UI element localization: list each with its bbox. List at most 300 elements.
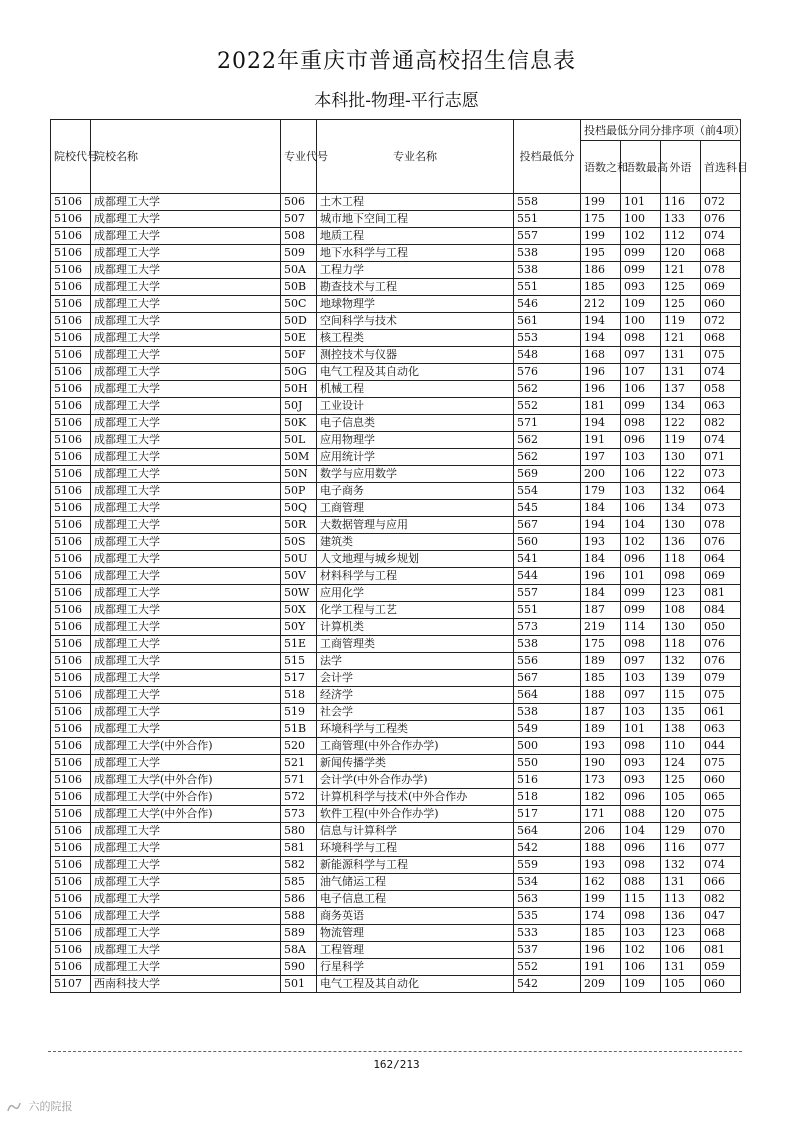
cell-school-code: 5106 bbox=[51, 874, 91, 891]
cell-school-name: 成都理工大学 bbox=[91, 687, 281, 704]
cell-chinese-math-sum: 175 bbox=[581, 636, 621, 653]
cell-school-code: 5106 bbox=[51, 636, 91, 653]
cell-major-code: 50U bbox=[281, 551, 317, 568]
cell-chinese-math-sum: 191 bbox=[581, 959, 621, 976]
cell-school-code: 5106 bbox=[51, 296, 91, 313]
table-row bbox=[51, 398, 741, 415]
cell-chinese-math-sum: 188 bbox=[581, 687, 621, 704]
cell-foreign-lang: 113 bbox=[661, 891, 701, 908]
header-major-name: 专业名称 bbox=[317, 120, 514, 194]
cell-min-score: 558 bbox=[514, 194, 581, 211]
cell-major-code: 508 bbox=[281, 228, 317, 245]
cell-major-name: 会计学 bbox=[317, 670, 514, 687]
cell-foreign-lang: 115 bbox=[661, 687, 701, 704]
cell-min-score: 550 bbox=[514, 755, 581, 772]
cell-school-name: 成都理工大学 bbox=[91, 500, 281, 517]
cell-chinese-math-max: 103 bbox=[621, 449, 661, 466]
cell-preferred-subject: 075 bbox=[701, 347, 741, 364]
cell-major-code: 509 bbox=[281, 245, 317, 262]
cell-school-name: 成都理工大学 bbox=[91, 415, 281, 432]
cell-major-code: 518 bbox=[281, 687, 317, 704]
cell-school-code: 5106 bbox=[51, 194, 91, 211]
cell-preferred-subject: 074 bbox=[701, 432, 741, 449]
header-chinese-math-sum: 语数之和 bbox=[581, 141, 621, 194]
cell-major-name: 信息与计算科学 bbox=[317, 823, 514, 840]
cell-major-code: 589 bbox=[281, 925, 317, 942]
cell-major-code: 50D bbox=[281, 313, 317, 330]
cell-major-code: 501 bbox=[281, 976, 317, 993]
cell-foreign-lang: 132 bbox=[661, 653, 701, 670]
cell-major-code: 50W bbox=[281, 585, 317, 602]
cell-min-score: 534 bbox=[514, 874, 581, 891]
cell-major-name: 电气工程及其自动化 bbox=[317, 976, 514, 993]
cell-min-score: 564 bbox=[514, 687, 581, 704]
page-number: 162/213 bbox=[373, 1058, 420, 1071]
cell-chinese-math-max: 115 bbox=[621, 891, 661, 908]
cell-school-name: 成都理工大学 bbox=[91, 636, 281, 653]
cell-foreign-lang: 118 bbox=[661, 551, 701, 568]
cell-chinese-math-sum: 193 bbox=[581, 857, 621, 874]
cell-major-name: 数学与应用数学 bbox=[317, 466, 514, 483]
cell-chinese-math-max: 103 bbox=[621, 704, 661, 721]
cell-chinese-math-sum: 191 bbox=[581, 432, 621, 449]
cell-foreign-lang: 123 bbox=[661, 925, 701, 942]
table-row bbox=[51, 874, 741, 891]
cell-preferred-subject: 076 bbox=[701, 534, 741, 551]
cell-major-code: 573 bbox=[281, 806, 317, 823]
cell-school-code: 5106 bbox=[51, 908, 91, 925]
cell-chinese-math-sum: 194 bbox=[581, 415, 621, 432]
cell-major-name: 工商管理类 bbox=[317, 636, 514, 653]
cell-school-code: 5106 bbox=[51, 891, 91, 908]
cell-chinese-math-max: 097 bbox=[621, 347, 661, 364]
cell-chinese-math-max: 099 bbox=[621, 262, 661, 279]
cell-chinese-math-sum: 199 bbox=[581, 194, 621, 211]
cell-preferred-subject: 081 bbox=[701, 942, 741, 959]
cell-min-score: 557 bbox=[514, 585, 581, 602]
cell-foreign-lang: 131 bbox=[661, 874, 701, 891]
cell-school-name: 成都理工大学 bbox=[91, 755, 281, 772]
table-row bbox=[51, 636, 741, 653]
cell-major-name: 计算机类 bbox=[317, 619, 514, 636]
cell-major-code: 51B bbox=[281, 721, 317, 738]
cell-major-name: 土木工程 bbox=[317, 194, 514, 211]
cell-preferred-subject: 069 bbox=[701, 279, 741, 296]
cell-school-name: 成都理工大学 bbox=[91, 721, 281, 738]
cell-major-name: 人文地理与城乡规划 bbox=[317, 551, 514, 568]
cell-chinese-math-max: 100 bbox=[621, 211, 661, 228]
cell-major-code: 50P bbox=[281, 483, 317, 500]
table-row bbox=[51, 517, 741, 534]
cell-school-name: 成都理工大学 bbox=[91, 891, 281, 908]
cell-school-code: 5106 bbox=[51, 602, 91, 619]
cell-chinese-math-max: 099 bbox=[621, 245, 661, 262]
cell-preferred-subject: 072 bbox=[701, 313, 741, 330]
cell-preferred-subject: 068 bbox=[701, 330, 741, 347]
cell-major-name: 电子商务 bbox=[317, 483, 514, 500]
cell-major-name: 法学 bbox=[317, 653, 514, 670]
cell-preferred-subject: 075 bbox=[701, 806, 741, 823]
cell-chinese-math-sum: 162 bbox=[581, 874, 621, 891]
header-foreign-lang: 外语 bbox=[661, 141, 701, 194]
cell-foreign-lang: 118 bbox=[661, 636, 701, 653]
cell-major-name: 新闻传播学类 bbox=[317, 755, 514, 772]
cell-chinese-math-max: 103 bbox=[621, 483, 661, 500]
cell-foreign-lang: 132 bbox=[661, 483, 701, 500]
cell-major-code: 58A bbox=[281, 942, 317, 959]
cell-preferred-subject: 060 bbox=[701, 772, 741, 789]
cell-school-name: 成都理工大学 bbox=[91, 908, 281, 925]
cell-preferred-subject: 081 bbox=[701, 585, 741, 602]
cell-chinese-math-max: 102 bbox=[621, 942, 661, 959]
cell-min-score: 517 bbox=[514, 806, 581, 823]
cell-preferred-subject: 064 bbox=[701, 551, 741, 568]
bottom-divider bbox=[48, 1051, 742, 1052]
cell-min-score: 551 bbox=[514, 279, 581, 296]
cell-chinese-math-max: 101 bbox=[621, 721, 661, 738]
cell-foreign-lang: 110 bbox=[661, 738, 701, 755]
cell-chinese-math-max: 103 bbox=[621, 925, 661, 942]
watermark bbox=[6, 1098, 73, 1114]
cell-min-score: 573 bbox=[514, 619, 581, 636]
cell-chinese-math-max: 100 bbox=[621, 313, 661, 330]
cell-major-name: 工程力学 bbox=[317, 262, 514, 279]
cell-school-name: 成都理工大学 bbox=[91, 942, 281, 959]
cell-chinese-math-sum: 185 bbox=[581, 670, 621, 687]
cell-preferred-subject: 060 bbox=[701, 296, 741, 313]
cell-chinese-math-sum: 184 bbox=[581, 500, 621, 517]
cell-foreign-lang: 116 bbox=[661, 840, 701, 857]
cell-min-score: 576 bbox=[514, 364, 581, 381]
cell-school-code: 5106 bbox=[51, 517, 91, 534]
cell-chinese-math-max: 107 bbox=[621, 364, 661, 381]
cell-school-code: 5106 bbox=[51, 245, 91, 262]
cell-major-code: 50G bbox=[281, 364, 317, 381]
cell-min-score: 560 bbox=[514, 534, 581, 551]
header-major-code: 专业代号 bbox=[281, 120, 317, 194]
cell-chinese-math-max: 098 bbox=[621, 330, 661, 347]
cell-school-code: 5106 bbox=[51, 432, 91, 449]
cell-school-name: 成都理工大学(中外合作) bbox=[91, 738, 281, 755]
cell-preferred-subject: 063 bbox=[701, 398, 741, 415]
table-row bbox=[51, 602, 741, 619]
cell-major-name: 工业设计 bbox=[317, 398, 514, 415]
cell-school-code: 5106 bbox=[51, 789, 91, 806]
table-row bbox=[51, 891, 741, 908]
cell-school-name: 成都理工大学 bbox=[91, 466, 281, 483]
table-row bbox=[51, 551, 741, 568]
cell-school-name: 成都理工大学 bbox=[91, 857, 281, 874]
cell-min-score: 500 bbox=[514, 738, 581, 755]
cell-major-code: 585 bbox=[281, 874, 317, 891]
cell-school-code: 5106 bbox=[51, 585, 91, 602]
cell-major-name: 行星科学 bbox=[317, 959, 514, 976]
table-row bbox=[51, 908, 741, 925]
cell-school-name: 成都理工大学 bbox=[91, 483, 281, 500]
cell-min-score: 542 bbox=[514, 840, 581, 857]
cell-school-code: 5106 bbox=[51, 483, 91, 500]
cell-school-code: 5106 bbox=[51, 619, 91, 636]
cell-chinese-math-sum: 197 bbox=[581, 449, 621, 466]
table-row bbox=[51, 262, 741, 279]
cell-school-code: 5106 bbox=[51, 670, 91, 687]
table-row bbox=[51, 449, 741, 466]
cell-chinese-math-sum: 189 bbox=[581, 653, 621, 670]
cell-major-code: 50Q bbox=[281, 500, 317, 517]
table-row bbox=[51, 245, 741, 262]
cell-school-name: 成都理工大学 bbox=[91, 432, 281, 449]
cell-foreign-lang: 120 bbox=[661, 245, 701, 262]
table-row bbox=[51, 381, 741, 398]
cell-school-code: 5106 bbox=[51, 840, 91, 857]
cell-major-code: 50L bbox=[281, 432, 317, 449]
cell-preferred-subject: 077 bbox=[701, 840, 741, 857]
cell-preferred-subject: 074 bbox=[701, 364, 741, 381]
cell-preferred-subject: 050 bbox=[701, 619, 741, 636]
cell-school-name: 成都理工大学(中外合作) bbox=[91, 772, 281, 789]
cell-school-code: 5106 bbox=[51, 466, 91, 483]
cell-chinese-math-sum: 194 bbox=[581, 517, 621, 534]
cell-min-score: 538 bbox=[514, 245, 581, 262]
cell-preferred-subject: 079 bbox=[701, 670, 741, 687]
cell-preferred-subject: 058 bbox=[701, 381, 741, 398]
cell-preferred-subject: 044 bbox=[701, 738, 741, 755]
cell-major-name: 软件工程(中外合作办学) bbox=[317, 806, 514, 823]
cell-chinese-math-sum: 195 bbox=[581, 245, 621, 262]
cell-major-name: 勘查技术与工程 bbox=[317, 279, 514, 296]
cell-school-name: 成都理工大学 bbox=[91, 653, 281, 670]
cell-major-name: 材料科学与工程 bbox=[317, 568, 514, 585]
cell-major-code: 515 bbox=[281, 653, 317, 670]
cell-foreign-lang: 136 bbox=[661, 908, 701, 925]
cell-preferred-subject: 076 bbox=[701, 653, 741, 670]
cell-chinese-math-sum: 193 bbox=[581, 534, 621, 551]
cell-chinese-math-sum: 173 bbox=[581, 772, 621, 789]
table-row bbox=[51, 857, 741, 874]
cell-chinese-math-sum: 199 bbox=[581, 891, 621, 908]
cell-school-name: 成都理工大学 bbox=[91, 534, 281, 551]
cell-min-score: 571 bbox=[514, 415, 581, 432]
cell-major-name: 工商管理(中外合作办学) bbox=[317, 738, 514, 755]
cell-chinese-math-sum: 185 bbox=[581, 279, 621, 296]
cell-major-name: 计算机科学与技术(中外合作办 bbox=[317, 789, 514, 806]
table-row bbox=[51, 704, 741, 721]
cell-min-score: 552 bbox=[514, 959, 581, 976]
cell-min-score: 556 bbox=[514, 653, 581, 670]
cell-major-code: 50H bbox=[281, 381, 317, 398]
table-row bbox=[51, 364, 741, 381]
cell-min-score: 567 bbox=[514, 670, 581, 687]
cell-min-score: 562 bbox=[514, 381, 581, 398]
cell-preferred-subject: 082 bbox=[701, 415, 741, 432]
cell-major-code: 50F bbox=[281, 347, 317, 364]
cell-foreign-lang: 108 bbox=[661, 602, 701, 619]
cell-chinese-math-max: 093 bbox=[621, 755, 661, 772]
cell-school-code: 5106 bbox=[51, 687, 91, 704]
cell-chinese-math-sum: 199 bbox=[581, 228, 621, 245]
cell-school-code: 5106 bbox=[51, 381, 91, 398]
cell-major-code: 50N bbox=[281, 466, 317, 483]
cell-major-name: 大数据管理与应用 bbox=[317, 517, 514, 534]
cell-school-name: 成都理工大学 bbox=[91, 245, 281, 262]
cell-school-code: 5106 bbox=[51, 279, 91, 296]
cell-major-code: 50S bbox=[281, 534, 317, 551]
cell-chinese-math-sum: 187 bbox=[581, 704, 621, 721]
cell-major-name: 环境科学与工程类 bbox=[317, 721, 514, 738]
cell-chinese-math-sum: 174 bbox=[581, 908, 621, 925]
cell-foreign-lang: 105 bbox=[661, 976, 701, 993]
cell-school-code: 5106 bbox=[51, 262, 91, 279]
cell-chinese-math-max: 096 bbox=[621, 432, 661, 449]
table-row bbox=[51, 483, 741, 500]
cell-school-code: 5106 bbox=[51, 806, 91, 823]
cell-chinese-math-sum: 196 bbox=[581, 364, 621, 381]
cell-foreign-lang: 119 bbox=[661, 313, 701, 330]
cell-min-score: 552 bbox=[514, 398, 581, 415]
table-row bbox=[51, 466, 741, 483]
cell-major-name: 地球物理学 bbox=[317, 296, 514, 313]
cell-school-code: 5106 bbox=[51, 500, 91, 517]
cell-min-score: 562 bbox=[514, 432, 581, 449]
cell-preferred-subject: 065 bbox=[701, 789, 741, 806]
cell-foreign-lang: 137 bbox=[661, 381, 701, 398]
cell-major-name: 电子信息工程 bbox=[317, 891, 514, 908]
cell-chinese-math-max: 101 bbox=[621, 568, 661, 585]
cell-chinese-math-sum: 194 bbox=[581, 313, 621, 330]
cell-preferred-subject: 076 bbox=[701, 636, 741, 653]
cell-school-code: 5106 bbox=[51, 330, 91, 347]
table-row bbox=[51, 653, 741, 670]
cell-min-score: 549 bbox=[514, 721, 581, 738]
cell-min-score: 541 bbox=[514, 551, 581, 568]
cell-chinese-math-sum: 196 bbox=[581, 568, 621, 585]
cell-chinese-math-max: 096 bbox=[621, 789, 661, 806]
cell-preferred-subject: 066 bbox=[701, 874, 741, 891]
cell-major-name: 电气工程及其自动化 bbox=[317, 364, 514, 381]
cell-school-code: 5106 bbox=[51, 398, 91, 415]
cell-school-code: 5106 bbox=[51, 925, 91, 942]
cell-chinese-math-sum: 184 bbox=[581, 585, 621, 602]
cell-preferred-subject: 073 bbox=[701, 466, 741, 483]
cell-foreign-lang: 116 bbox=[661, 194, 701, 211]
cell-chinese-math-sum: 168 bbox=[581, 347, 621, 364]
cell-foreign-lang: 125 bbox=[661, 772, 701, 789]
cell-min-score: 533 bbox=[514, 925, 581, 942]
cell-foreign-lang: 106 bbox=[661, 942, 701, 959]
cell-chinese-math-max: 098 bbox=[621, 415, 661, 432]
cell-major-code: 50B bbox=[281, 279, 317, 296]
cell-major-name: 空间科学与技术 bbox=[317, 313, 514, 330]
cell-major-code: 571 bbox=[281, 772, 317, 789]
cell-chinese-math-max: 109 bbox=[621, 976, 661, 993]
cell-school-name: 成都理工大学 bbox=[91, 517, 281, 534]
cell-min-score: 567 bbox=[514, 517, 581, 534]
cell-min-score: 542 bbox=[514, 976, 581, 993]
cell-school-code: 5106 bbox=[51, 568, 91, 585]
cell-major-name: 化学工程与工艺 bbox=[317, 602, 514, 619]
cell-school-code: 5106 bbox=[51, 704, 91, 721]
cell-school-name: 成都理工大学 bbox=[91, 619, 281, 636]
cell-chinese-math-sum: 219 bbox=[581, 619, 621, 636]
cell-school-code: 5106 bbox=[51, 823, 91, 840]
cell-school-code: 5106 bbox=[51, 721, 91, 738]
cell-chinese-math-max: 104 bbox=[621, 823, 661, 840]
cell-foreign-lang: 131 bbox=[661, 364, 701, 381]
cell-major-code: 50C bbox=[281, 296, 317, 313]
cell-preferred-subject: 068 bbox=[701, 245, 741, 262]
cell-chinese-math-max: 099 bbox=[621, 585, 661, 602]
cell-chinese-math-max: 109 bbox=[621, 296, 661, 313]
cell-min-score: 538 bbox=[514, 262, 581, 279]
table-row bbox=[51, 840, 741, 857]
cell-preferred-subject: 070 bbox=[701, 823, 741, 840]
cell-foreign-lang: 123 bbox=[661, 585, 701, 602]
cell-chinese-math-sum: 188 bbox=[581, 840, 621, 857]
cell-chinese-math-sum: 200 bbox=[581, 466, 621, 483]
cell-school-name: 成都理工大学 bbox=[91, 398, 281, 415]
cell-school-name: 成都理工大学 bbox=[91, 347, 281, 364]
cell-major-name: 应用统计学 bbox=[317, 449, 514, 466]
cell-school-name: 西南科技大学 bbox=[91, 976, 281, 993]
cell-school-name: 成都理工大学 bbox=[91, 670, 281, 687]
table-row bbox=[51, 806, 741, 823]
cell-school-code: 5106 bbox=[51, 653, 91, 670]
cell-major-code: 582 bbox=[281, 857, 317, 874]
cell-min-score: 516 bbox=[514, 772, 581, 789]
cell-preferred-subject: 075 bbox=[701, 687, 741, 704]
cell-min-score: 569 bbox=[514, 466, 581, 483]
cell-min-score: 559 bbox=[514, 857, 581, 874]
cell-major-name: 经济学 bbox=[317, 687, 514, 704]
cell-preferred-subject: 063 bbox=[701, 721, 741, 738]
cell-preferred-subject: 074 bbox=[701, 228, 741, 245]
cell-major-name: 会计学(中外合作办学) bbox=[317, 772, 514, 789]
cell-min-score: 551 bbox=[514, 602, 581, 619]
cell-min-score: 544 bbox=[514, 568, 581, 585]
table-row bbox=[51, 194, 741, 211]
cell-major-code: 506 bbox=[281, 194, 317, 211]
cell-preferred-subject: 069 bbox=[701, 568, 741, 585]
cell-chinese-math-max: 103 bbox=[621, 670, 661, 687]
cell-foreign-lang: 125 bbox=[661, 279, 701, 296]
cell-foreign-lang: 133 bbox=[661, 211, 701, 228]
cell-chinese-math-sum: 212 bbox=[581, 296, 621, 313]
cell-school-code: 5106 bbox=[51, 738, 91, 755]
cell-chinese-math-max: 099 bbox=[621, 602, 661, 619]
cell-chinese-math-sum: 184 bbox=[581, 551, 621, 568]
page-title: 2022年重庆市普通高校招生信息表 bbox=[217, 49, 576, 74]
cell-chinese-math-max: 097 bbox=[621, 653, 661, 670]
cell-preferred-subject: 060 bbox=[701, 976, 741, 993]
table-row bbox=[51, 772, 741, 789]
cell-major-code: 50K bbox=[281, 415, 317, 432]
cell-min-score: 562 bbox=[514, 449, 581, 466]
cell-major-name: 应用物理学 bbox=[317, 432, 514, 449]
cell-foreign-lang: 130 bbox=[661, 619, 701, 636]
cell-preferred-subject: 078 bbox=[701, 517, 741, 534]
cell-school-name: 成都理工大学 bbox=[91, 211, 281, 228]
cell-chinese-math-sum: 196 bbox=[581, 942, 621, 959]
cell-chinese-math-sum: 193 bbox=[581, 738, 621, 755]
cell-school-name: 成都理工大学 bbox=[91, 262, 281, 279]
table-row bbox=[51, 755, 741, 772]
cell-min-score: 518 bbox=[514, 789, 581, 806]
cell-min-score: 538 bbox=[514, 704, 581, 721]
cell-school-code: 5106 bbox=[51, 857, 91, 874]
cell-chinese-math-max: 101 bbox=[621, 194, 661, 211]
cell-major-code: 50Y bbox=[281, 619, 317, 636]
cell-major-name: 地下水科学与工程 bbox=[317, 245, 514, 262]
